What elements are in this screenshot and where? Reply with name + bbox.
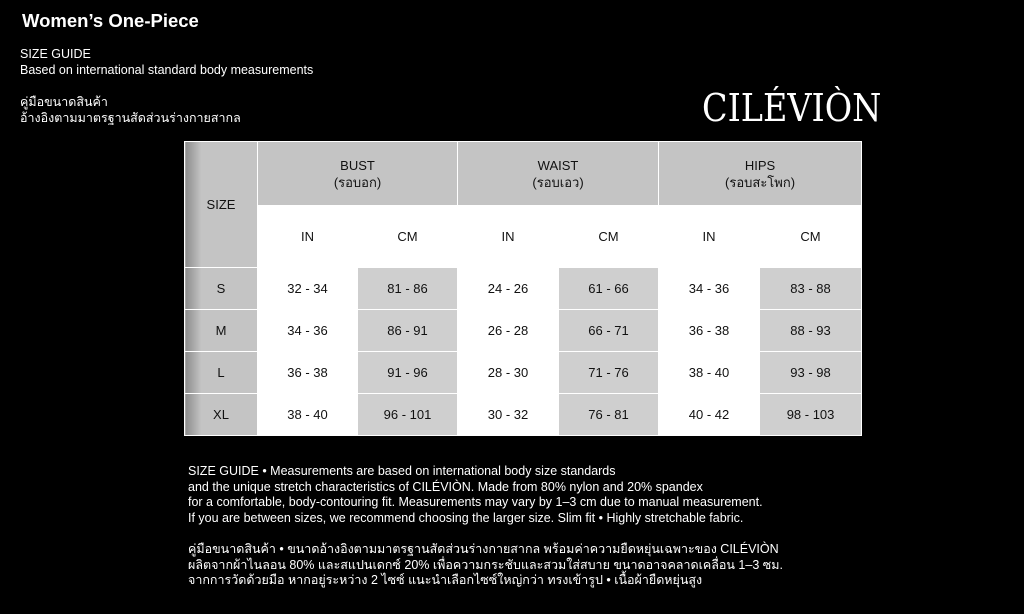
group-header-waist xyxy=(458,142,659,206)
table-row xyxy=(185,394,862,436)
subtitle-line: Based on international standard body measurements xyxy=(20,63,314,77)
subtitle-line: คู่มือขนาดสินค้า xyxy=(20,95,108,109)
size-chart-table xyxy=(184,141,862,436)
page-title: Women’s One-Piece xyxy=(22,10,199,31)
unit-header: IN xyxy=(258,206,358,268)
group-name: WAIST xyxy=(537,157,579,173)
group-name: BUST xyxy=(340,157,375,173)
table-cell: 86 - 91 xyxy=(358,310,458,352)
table-row xyxy=(185,268,862,310)
size-label: M xyxy=(185,310,258,352)
unit-header: IN xyxy=(458,206,559,268)
subtitle-thai xyxy=(20,94,241,126)
group-name-thai: (รอบสะโพก) xyxy=(725,174,796,190)
table-cell: 40 - 42 xyxy=(659,394,760,436)
note-line: SIZE GUIDE • Measurements are based on international body size standards xyxy=(188,464,616,478)
table-cell: 38 - 40 xyxy=(258,394,358,436)
size-label: S xyxy=(185,268,258,310)
table-cell: 32 - 34 xyxy=(258,268,358,310)
table-cell: 83 - 88 xyxy=(760,268,862,310)
unit-header: IN xyxy=(659,206,760,268)
brand-logo: CILÉVIÒN xyxy=(702,86,882,130)
group-name-thai: (รอบอก) xyxy=(333,174,382,190)
note-line: ผลิตจากผ้าไนลอน 80% และสแปนเดกซ์ 20% เพื่อความกระชับและสวมใส่สบาย ขนาดอาจคลาดเคลื่อน 1–3 ซม. xyxy=(188,557,783,572)
subtitle-line: อ้างอิงตามมาตรฐานสัดส่วนร่างกายสากล xyxy=(20,111,241,125)
unit-header: CM xyxy=(559,206,659,268)
subtitle-english xyxy=(20,46,313,78)
note-line: and the unique stretch characteristics of CILÉVIÒN. Made from 80% nylon and 20% spandex xyxy=(188,479,703,494)
table-cell: 96 - 101 xyxy=(358,394,458,436)
table-cell: 34 - 36 xyxy=(258,310,358,352)
table-cell: 26 - 28 xyxy=(458,310,559,352)
note-line: จากการวัดด้วยมือ หากอยู่ระหว่าง 2 ไซซ์ แนะนำเลือกไซซ์ใหญ่กว่า ทรงเข้ารูป • เนื้อผ้ายืดหยุ่นสูง xyxy=(188,573,703,587)
note-line: for a comfortable, body-contouring fit. Measurements may vary by 1–3 cm due to manual measurement. xyxy=(188,495,763,509)
table-cell: 28 - 30 xyxy=(458,352,559,394)
group-header-bust xyxy=(258,142,458,206)
group-name-thai: (รอบเอว) xyxy=(532,174,584,190)
group-header-hips xyxy=(659,142,862,206)
table-cell: 98 - 103 xyxy=(760,394,862,436)
table-cell: 30 - 32 xyxy=(458,394,559,436)
table-cell: 93 - 98 xyxy=(760,352,862,394)
table-cell: 91 - 96 xyxy=(358,352,458,394)
table-cell: 38 - 40 xyxy=(659,352,760,394)
table-cell: 34 - 36 xyxy=(659,268,760,310)
size-column-header: SIZE xyxy=(185,142,258,268)
table-cell: 71 - 76 xyxy=(559,352,659,394)
note-line: If you are between sizes, we recommend choosing the larger size. Slim fit • Highly stretchable fabric. xyxy=(188,510,744,525)
table-cell: 76 - 81 xyxy=(559,394,659,436)
table-row xyxy=(185,310,862,352)
table-cell: 88 - 93 xyxy=(760,310,862,352)
table-header-row xyxy=(185,142,862,206)
size-label: XL xyxy=(185,394,258,436)
size-label: L xyxy=(185,352,258,394)
notes-thai xyxy=(188,542,783,589)
note-line: คู่มือขนาดสินค้า • ขนาดอ้างอิงตามมาตรฐานสัดส่วนร่างกายสากล พร้อมค่าความยืดหยุ่นเฉพาะของ CILÉVIÒN xyxy=(188,542,779,556)
table-cell: 36 - 38 xyxy=(258,352,358,394)
notes-english xyxy=(188,464,763,526)
table-cell: 36 - 38 xyxy=(659,310,760,352)
table-row xyxy=(185,352,862,394)
table-cell: 61 - 66 xyxy=(559,268,659,310)
table-cell: 81 - 86 xyxy=(358,268,458,310)
unit-header-row xyxy=(185,206,862,268)
table-cell: 24 - 26 xyxy=(458,268,559,310)
table-cell: 66 - 71 xyxy=(559,310,659,352)
group-name: HIPS xyxy=(744,157,776,173)
unit-header: CM xyxy=(760,206,862,268)
unit-header: CM xyxy=(358,206,458,268)
subtitle-line: SIZE GUIDE xyxy=(20,47,91,61)
